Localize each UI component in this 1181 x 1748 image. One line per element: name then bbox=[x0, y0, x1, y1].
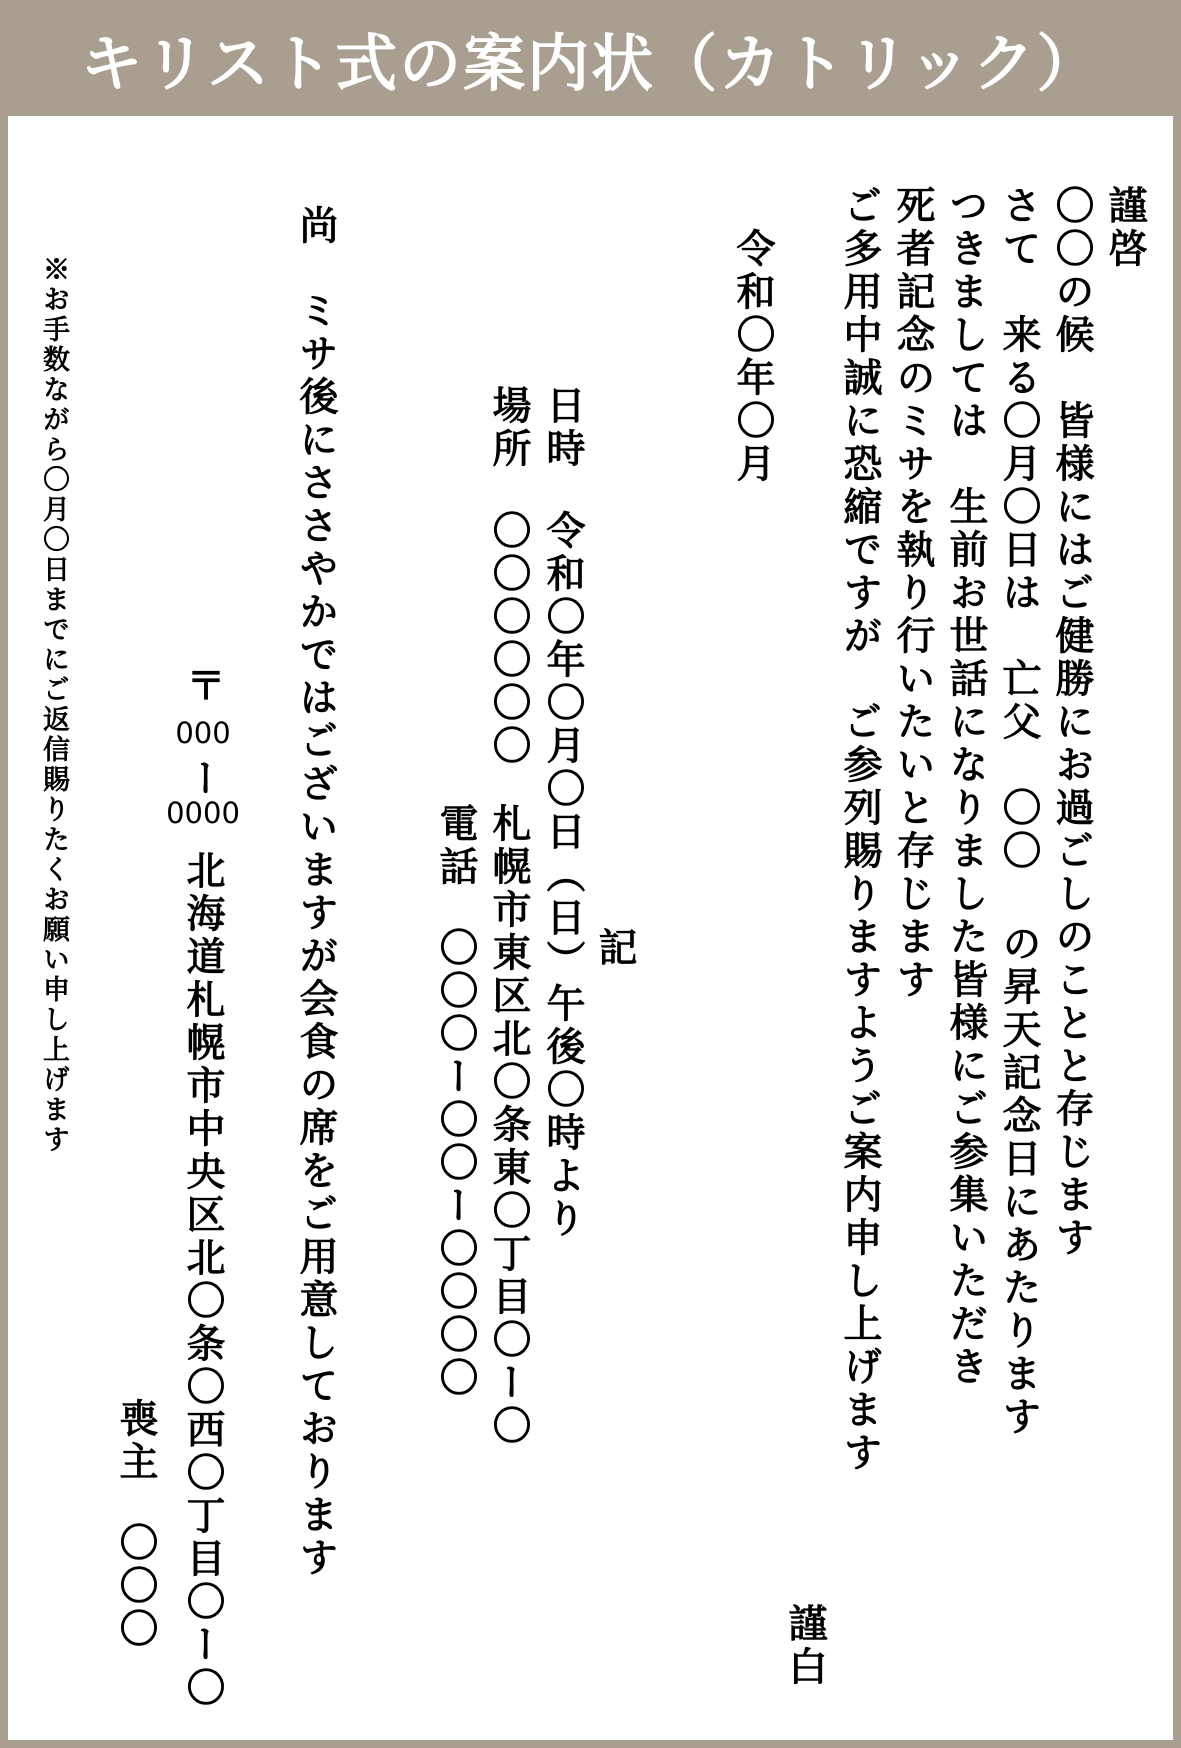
datetime-label: 日時 bbox=[540, 385, 586, 471]
letter-date: 令和〇年〇月 bbox=[730, 228, 776, 486]
postscript-nao: 尚 bbox=[293, 205, 339, 248]
closing-remark: 謹白 bbox=[782, 1603, 828, 1689]
place-label: 場所 bbox=[486, 385, 532, 471]
body-line-2: さて 来る〇月〇日は 亡父 〇〇 の昇天記念日にあたります bbox=[996, 185, 1042, 1439]
phone-label: 電話 bbox=[433, 803, 479, 889]
postal-mark: 〒 bbox=[180, 665, 226, 708]
chief-mourner-label: 喪主 bbox=[113, 1398, 159, 1484]
datetime-value: 令和〇年〇月〇日（日）午後〇時より bbox=[540, 510, 586, 1241]
postal-dash: ー bbox=[180, 758, 226, 801]
page-title: キリスト式の案内状（カトリック） bbox=[80, 26, 1101, 100]
sender-address: 北海道札幌市中央区北〇条〇西〇丁目〇ー〇 bbox=[180, 850, 226, 1710]
place-name: 〇〇〇〇〇〇 bbox=[486, 510, 532, 768]
chief-mourner-name: 〇〇〇 bbox=[113, 1522, 159, 1651]
postal-code-2: 0000 bbox=[166, 796, 240, 830]
opening-greeting: 謹啓 bbox=[1102, 185, 1148, 271]
body-line-5: ご多用中誠に恐縮ですが ご参列賜りますようご案内申し上げます bbox=[837, 185, 883, 1475]
ki-mark: 記 bbox=[592, 927, 638, 970]
postscript-text: ミサ後にささやかではございますが会食の席をご用意しております bbox=[293, 290, 339, 1580]
place-address: 札幌市東区北〇条東〇丁目〇ー〇 bbox=[486, 803, 532, 1448]
body-line-1: 〇〇の候 皆様にはご健勝にお過ごしのことと存じます bbox=[1049, 185, 1095, 1260]
phone-value: 〇〇〇ー〇〇ー〇〇〇〇 bbox=[433, 927, 479, 1400]
body-line-3: つきましては 生前お世話になりました皆様にご参集いただき bbox=[943, 185, 989, 1389]
reply-request-note: ※お手数ながら〇月〇日までにご返信賜りたくお願い申し上げます bbox=[38, 255, 69, 1155]
body-line-4: 死者記念のミサを執り行いたいと存じます bbox=[890, 185, 936, 1002]
postal-code-1: 000 bbox=[175, 716, 231, 750]
